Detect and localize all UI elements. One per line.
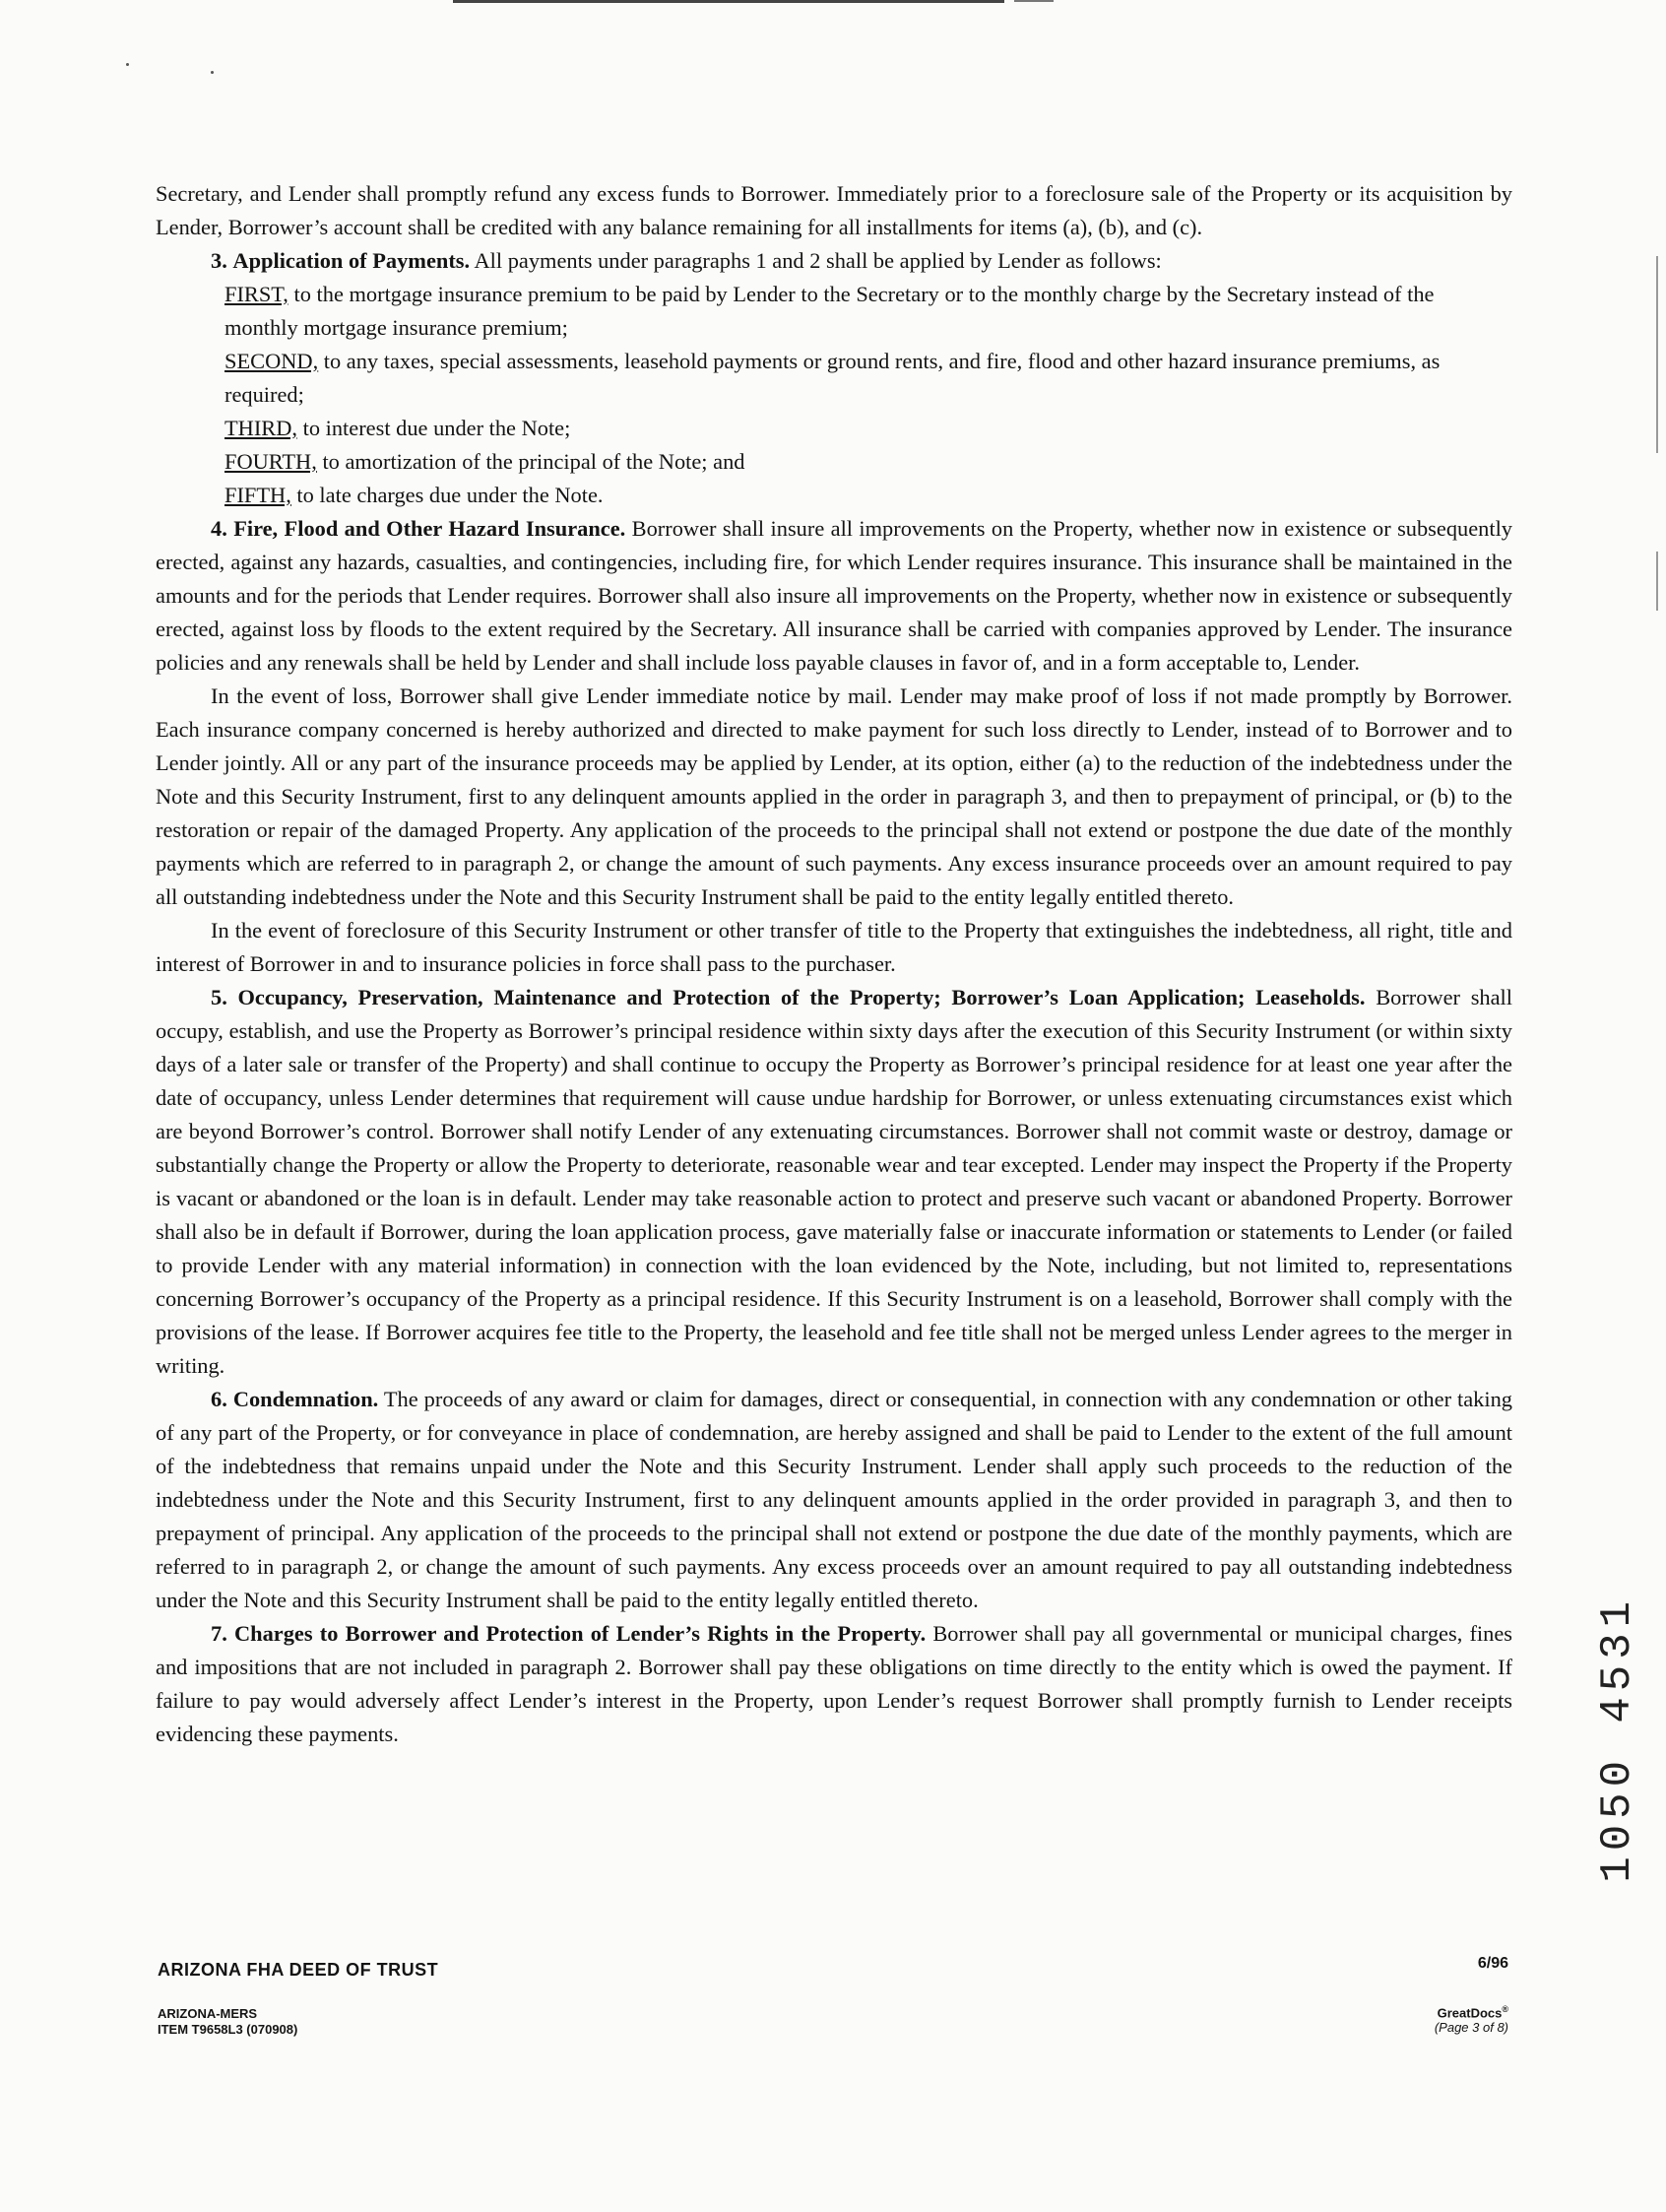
footer-item-code: ITEM T9658L3 (070908) — [158, 2022, 298, 2037]
section-6-text: The proceeds of any award or claim for damages, direct or consequential, in connection with any condemnation or other taking of any part of the Property, or for conveyance in place of condemnation, are hereby assigned and shall be paid to Lender to the extent of the full amount of the indebtedness that remains unpaid under the Note and this Security Instrument. Lender shall apply such proceeds to the reduction of the indebtedness under the Note and this Security Instrument, first to any delinquent amounts applied in the order provided in paragraph 3, and then to prepayment of principal. Any application of the proceeds to the principal shall not extend or postpone the due date of the monthly payments, which are referred to in paragraph 2, or change the amount of such payments. Any excess proceeds over an amount required to pay all outstanding indebtedness under the Note and this Security Instrument shall be paid to the entity legally entitled thereto. — [156, 1387, 1512, 1612]
scan-artifact-line — [453, 0, 1004, 3]
section-5-number: 5. — [211, 985, 227, 1009]
section-4-paragraph-2: In the event of loss, Borrower shall give Lender immediate notice by mail. Lender may make proof of loss if not made promptly by Borrower. Each insurance company concerned is hereby authorized and directed to make payment for such loss directly to Lender, instead of to Borrower and to Lender jointly. All or any part of the insurance proceeds may be applied by Lender, at its option, either (a) to the reduction of the indebtedness under the Note and this Security Instrument, first to any delinquent amounts applied in the order in paragraph 3, and then to prepayment of principal, or (b) to the restoration or repair of the damaged Property. Any application of the proceeds to the principal shall not extend or postpone the due date of the monthly payments which are referred to in paragraph 2, or change the amount of such payments. Any excess insurance proceeds over an amount required to pay all outstanding indebtedness under the Note and this Security Instrument shall be paid to the entity legally entitled thereto. — [156, 683, 1512, 909]
footer-title: ARIZONA FHA DEED OF TRUST — [158, 1960, 439, 1980]
footer-revision: 6/96 — [1477, 1955, 1508, 1972]
section-6-heading: Condemnation. — [232, 1387, 379, 1411]
section-3-number: 3. — [211, 248, 227, 273]
first-text: to the mortgage insurance premium to be paid by Lender to the Secretary or to the monthly charge by the Secretary instead of the monthly mortgage insurance premium; — [224, 282, 1435, 340]
section-5-text: Borrower shall occupy, establish, and use the Property as Borrower’s principal residence within sixty days after the execution of this Security Instrument (or within sixty days of a later sale or transfer of the Property) and shall continue to occupy the Property as Borrower’s principal residence for at least one year after the date of occupancy, unless Lender determines that requirement will cause undue hardship for Borrower, or unless extenuating circumstances exist which are beyond Borrower’s control. Borrower shall notify Lender of any extenuating circumstances. Borrower shall not commit waste or destroy, damage or substantially change the Property or allow the Property to deteriorate, reasonable wear and tear excepted. Lender may inspect the Property if the Property is vacant or abandoned or the loan is in default. Lender may take reasonable action to protect and preserve such vacant or abandoned Property. Borrower shall also be in default if Borrower, during the loan application process, gave materially false or inaccurate information or statements to Lender (or failed to provide Lender with any material information) in connection with the loan evidenced by the Note, including, but not limited to, representations concerning Borrower’s occupancy of the Property as a principal residence. If this Security Instrument is on a leasehold, Borrower shall comply with the provisions of the lease. If Borrower acquires fee title to the Property, the leasehold and fee title shall not be merged unless Lender agrees to the merger in writing. — [156, 985, 1512, 1378]
registered-mark-icon: ® — [1502, 2004, 1508, 2014]
section-3 — [156, 244, 1512, 278]
document-body — [156, 177, 1512, 1751]
footer-right — [1435, 1955, 1508, 2035]
section-7-number: 7. — [211, 1621, 227, 1646]
fourth-text: to amortization of the principal of the Note; and — [322, 449, 745, 474]
third-text: to interest due under the Note; — [302, 416, 571, 440]
section-4-paragraph-3: In the event of foreclosure of this Security Instrument or other transfer of title to the Property that extinguishes the indebtedness, all right, title and interest of Borrower in and to insurance policies in force shall pass to the purchaser. — [156, 918, 1512, 976]
scan-speck — [126, 63, 129, 66]
second-text: to any taxes, special assessments, leasehold payments or ground rents, and fire, flood and other hazard insurance premiums, as required; — [224, 349, 1441, 407]
section-7-heading: Charges to Borrower and Protection of Lender’s Rights in the Property. — [233, 1621, 927, 1646]
paragraph-continuation: Secretary, and Lender shall promptly refund any excess funds to Borrower. Immediately prior to a foreclosure sale of the Property or its acquisition by Lender, Borrower’s account shall be credited with any balance remaining for all installments for items (a), (b), and (c). — [156, 181, 1512, 239]
fourth-label: FOURTH, — [224, 449, 317, 474]
footer-page-label: (Page 3 of 8) — [1434, 2020, 1508, 2036]
payment-order-fifth — [156, 479, 1512, 512]
section-5 — [156, 981, 1512, 1383]
payment-order-first — [156, 278, 1512, 345]
section-4 — [156, 512, 1512, 680]
first-label: FIRST, — [224, 282, 288, 306]
scan-speck — [211, 71, 214, 74]
third-label: THIRD, — [224, 416, 298, 440]
footer-brand-name: GreatDocs — [1437, 2005, 1503, 2021]
payment-order-third — [156, 412, 1512, 445]
fifth-label: FIFTH, — [224, 483, 291, 507]
payment-order-second — [156, 345, 1512, 412]
section-6 — [156, 1383, 1512, 1617]
section-5-heading: Occupancy, Preservation, Maintenance and Protection of the Property; Borrower’s Loan Application; Leaseholds. — [237, 985, 1366, 1009]
payment-order-fourth — [156, 445, 1512, 479]
section-4-heading: Fire, Flood and Other Hazard Insurance. — [233, 516, 626, 541]
scan-edge-mark — [1656, 552, 1658, 611]
section-3-text: All payments under paragraphs 1 and 2 shall be applied by Lender as follows: — [474, 248, 1162, 273]
footer-brand — [1435, 2004, 1508, 2020]
second-label: SECOND, — [224, 349, 319, 373]
section-4-number: 4. — [211, 516, 227, 541]
section-3-heading: Application of Payments. — [232, 248, 471, 273]
footer-left — [158, 1960, 438, 2038]
section-6-number: 6. — [211, 1387, 227, 1411]
section-4-text: Borrower shall insure all improvements on the Property, whether now in existence or subsequently erected, against any hazards, casualties, and contingencies, including fire, for which Lender requires insurance. This insurance shall be maintained in the amounts and for the periods that Lender requires. Borrower shall also insure all improvements on the Property, whether now in existence or subsequently erected, against loss by floods to the extent required by the Secretary. All insurance shall be carried with companies approved by Lender. The insurance policies and any renewals shall be held by Lender and shall include loss payable clauses in favor of, and in a form acceptable to, Lender. — [156, 516, 1512, 675]
section-7 — [156, 1617, 1512, 1751]
side-recording-stamp: 1050 4531 — [1593, 1595, 1642, 1883]
scan-edge-mark — [1656, 256, 1658, 453]
scan-artifact-dash — [1014, 0, 1054, 2]
section-7-text: Borrower shall pay all governmental or municipal charges, fines and impositions that are not included in paragraph 2. Borrower shall pay these obligations on time directly to the entity which is owed the payment. If failure to pay would adversely affect Lender’s interest in the Property, upon Lender’s request Borrower shall promptly furnish to Lender receipts evidencing these payments. — [156, 1621, 1512, 1746]
footer-form-code: ARIZONA-MERS — [158, 2006, 258, 2021]
fifth-text: to late charges due under the Note. — [296, 483, 604, 507]
